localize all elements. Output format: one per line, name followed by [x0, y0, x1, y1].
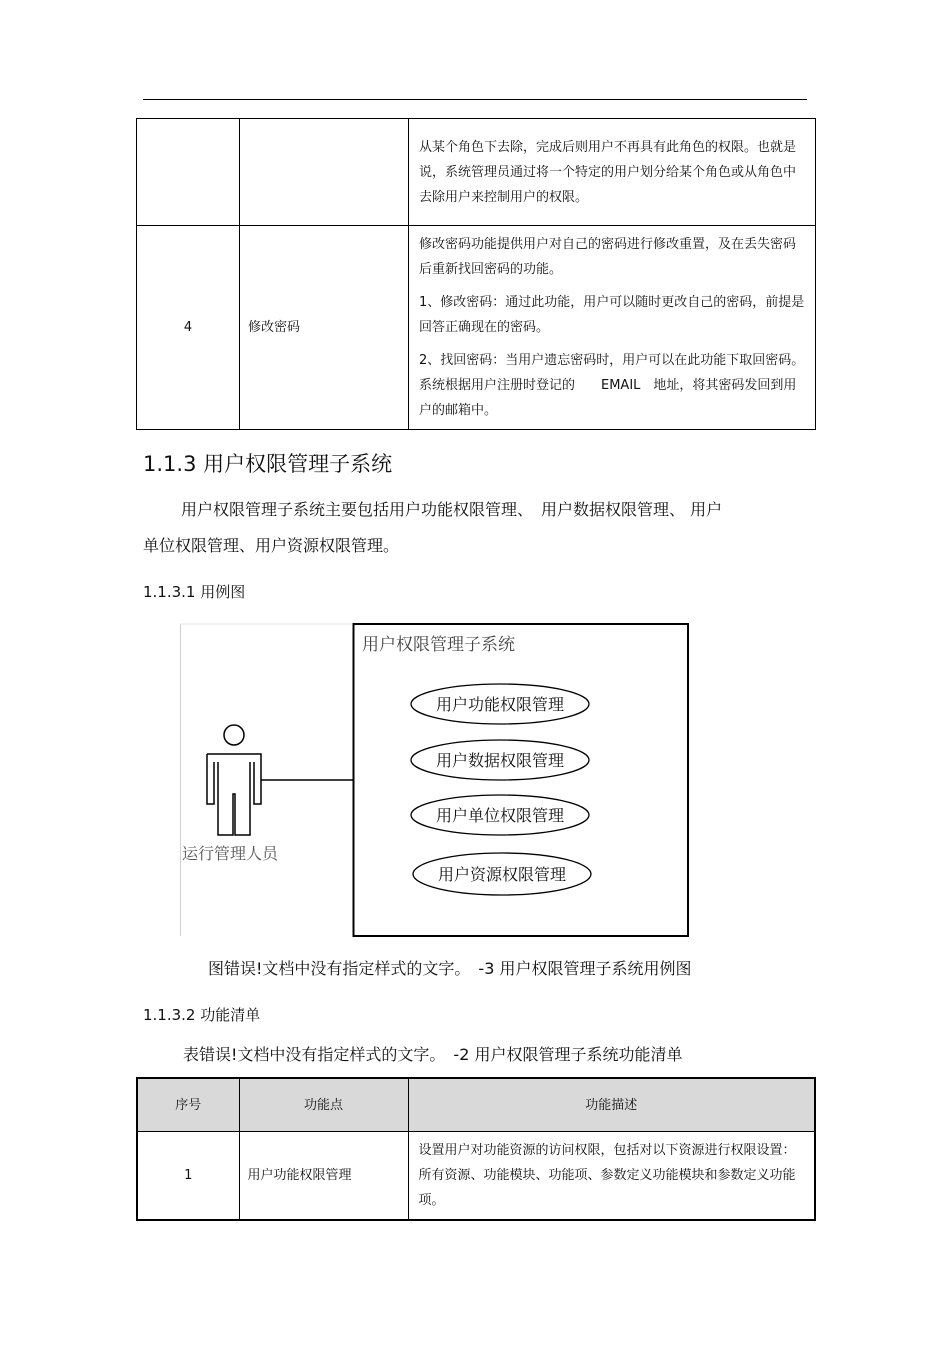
description-paragraph: 1、修改密码：通过此功能，用户可以随时更改自己的密码，前提是回答正确现在的密码。 [419, 295, 805, 335]
system-title: 用户权限管理子系统 [362, 635, 515, 655]
table-row [137, 119, 816, 226]
table-caption: 表错误!文档中没有指定样式的文字。 -2 用户权限管理子系统功能清单 [183, 1045, 683, 1064]
table-row [137, 1132, 815, 1221]
cell-number: 4 [137, 226, 240, 430]
paragraph-line: 用户权限管理子系统主要包括用户功能权限管理、 用户数据权限管理、 用户 [181, 500, 723, 519]
cell-function: 用户功能权限管理 [239, 1132, 408, 1221]
paragraph-line: 单位权限管理、用户资源权限管理。 [143, 536, 400, 555]
subsection-heading-use-case: 1.1.3.1 用例图 [143, 583, 246, 601]
cell-number: 1 [137, 1132, 239, 1221]
figure-caption: 图错误!文档中没有指定样式的文字。 -3 用户权限管理子系统用例图 [208, 959, 692, 978]
description-paragraph: 修改密码功能提供用户对自己的密码进行修改重置，及在丢失密码后重新找回密码的功能。 [419, 237, 797, 277]
use-case-label: 用户功能权限管理 [435, 695, 565, 714]
use-case-label: 用户单位权限管理 [435, 806, 565, 825]
actor-label: 运行管理人员 [182, 844, 279, 863]
cell-description [409, 226, 816, 430]
cell-function [240, 119, 409, 226]
cell-number [137, 119, 240, 226]
use-case-label: 用户资源权限管理 [437, 865, 567, 884]
function-list-table [136, 1077, 816, 1221]
header-function: 功能点 [239, 1078, 408, 1132]
cell-description: 设置用户对功能资源的访问权限，包括对以下资源进行权限设置：所有资源、功能模块、功能项、参数定义功能模块和参数定义功能项。 [408, 1132, 815, 1221]
section-heading: 1.1.3 用户权限管理子系统 [143, 452, 393, 476]
section-paragraph [143, 492, 807, 564]
cell-description [409, 119, 816, 226]
description-paragraph: 2、找回密码：当用户遗忘密码时，用户可以在此功能下取回密码。系统根据用户注册时登记的 EMAIL 地址，将其密码发回到用户的邮箱中。 [419, 353, 805, 418]
use-case-label: 用户数据权限管理 [435, 751, 565, 770]
actor-figure [207, 725, 261, 835]
use-case-diagram [180, 622, 690, 938]
header-rule [143, 99, 807, 100]
header-description: 功能描述 [408, 1078, 815, 1132]
table-row [137, 226, 816, 430]
subsection-heading-function-list: 1.1.3.2 功能清单 [143, 1006, 261, 1024]
header-number: 序号 [137, 1078, 239, 1132]
cell-function: 修改密码 [240, 226, 409, 430]
function-table-continued [136, 118, 816, 430]
description-paragraph: 从某个角色下去除，完成后则用户不再具有此角色的权限。也就是说，系统管理员通过将一个特定的用户划分给某个角色或从角色中去除用户来控制用户的权限。 [419, 139, 797, 205]
table-header-row [137, 1078, 815, 1132]
